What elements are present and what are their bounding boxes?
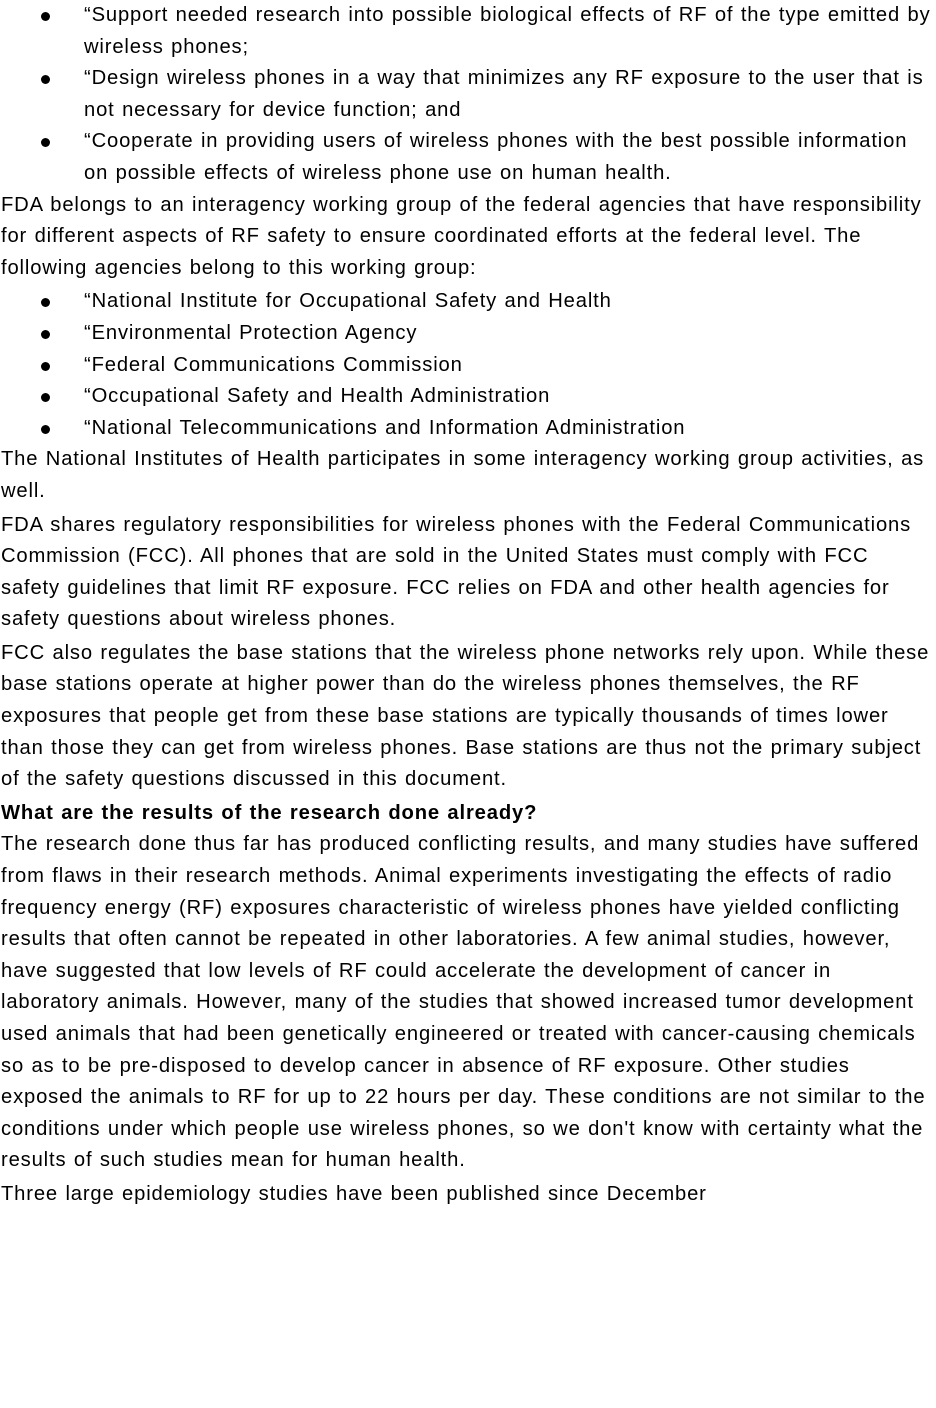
paragraph-epidemiology: Three large epidemiology studies have been published since December [1,1182,707,1205]
fda-actions-list [1,0,934,190]
bullet-icon [41,75,50,84]
bullet-icon [41,12,50,21]
list-item-text: “Cooperate in providing users of wireless phones with the best possible information on possible effects of wireless phone use on human health. [84,130,908,184]
bullet-icon [41,362,50,371]
list-item [1,0,934,63]
paragraph-fda-fcc: FDA shares regulatory responsibilities for wireless phones with the Federal Communications Commission (FCC). All phones that are sold in the United States must comply with FCC safety guidelines that limit RF exposure. FCC relies on FDA and other health agencies for safety questions about wireless phones. [1,513,912,631]
list-item-text: “Federal Communications Commission [84,353,463,376]
list-item [1,286,934,318]
list-item [1,63,934,126]
bullet-icon [41,138,50,147]
list-item-text: “Occupational Safety and Health Administration [84,385,551,408]
list-item-text: “Support needed research into possible biological effects of RF of the type emitted by wireless phones; [84,4,931,58]
paragraph-research-results: The research done thus far has produced conflicting results, and many studies have suffered from flaws in their research methods. Animal experiments investigating the effects of radio frequency energy (RF) exposures characteristic of wireless phones have yielded conflicting results that often cannot be repeated in other laboratories. A few animal studies, however, have suggested that low levels of RF could accelerate the development of cancer in laboratory animals. However, many of the studies that showed increased tumor development used animals that had been genetically engineered or treated with cancer-causing chemicals so as to be pre-disposed to develop cancer in absence of RF exposure. Other studies exposed the animals to RF for up to 22 hours per day. These conditions are not similar to the conditions under which people use wireless phones, so we don't know with certainty what the results of such studies mean for human health. [1,833,926,1172]
list-item [1,126,934,189]
list-item [1,413,934,445]
list-item [1,381,934,413]
paragraph-base-stations: FCC also regulates the base stations that the wireless phone networks rely upon. While these base stations operate at higher power than do the wireless phones themselves, the RF exposures that people get from these base stations are typically thousands of times lower than those they can get from wireless phones. Base stations are thus not the primary subject of the safety questions discussed in this document. [1,641,930,791]
document-body [1,0,934,1211]
bullet-icon [41,298,50,307]
list-item-text: “National Telecommunications and Information Administration [84,416,686,439]
bullet-icon [41,330,50,339]
list-item [1,350,934,382]
list-item [1,318,934,350]
bullet-icon [41,393,50,402]
list-item-text: “National Institute for Occupational Safety and Health [84,290,612,313]
bullet-icon [41,425,50,434]
agencies-list [1,286,934,444]
paragraph-nih: The National Institutes of Health participates in some interagency working group activities, as well. [1,448,925,502]
list-item-text: “Design wireless phones in a way that minimizes any RF exposure to the user that is not necessary for device function; and [84,67,924,121]
section-heading: What are the results of the research done already? [1,801,538,824]
list-item-text: “Environmental Protection Agency [84,321,418,344]
paragraph-interagency: FDA belongs to an interagency working group of the federal agencies that have responsibility for different aspects of RF safety to ensure coordinated efforts at the federal level. The following agencies belong to this working group: [1,193,922,279]
